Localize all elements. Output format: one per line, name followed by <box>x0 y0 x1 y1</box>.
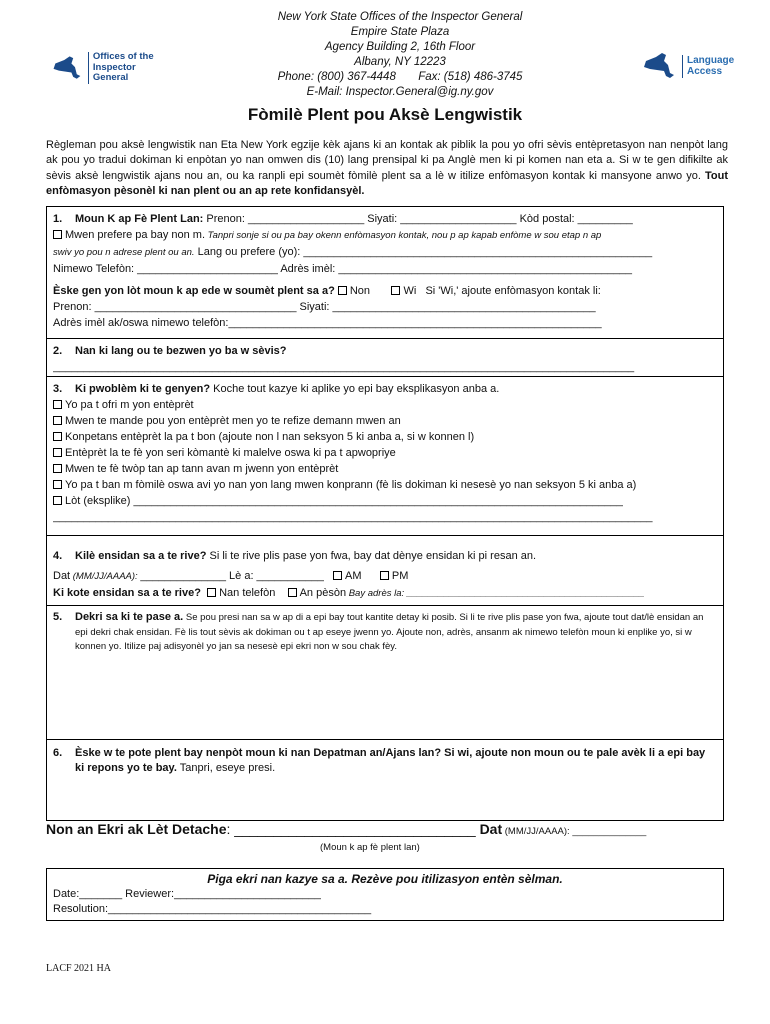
helper-contact-field[interactable]: Adrès imèl ak/oswa nimewo telefòn:_____________________________________________________________ <box>53 317 602 329</box>
problem-other-field[interactable]: Lòt (eksplike) ________________________________________________________________________________ <box>65 495 623 507</box>
problem-option: Yo pa t ofri m yon entèprèt <box>65 399 194 411</box>
am-label: AM <box>345 570 362 582</box>
section-number: 1. <box>53 213 63 225</box>
complainant-name-zip-fields[interactable]: Prenon: ___________________ Siyati: ___________________ Kòd postal: _________ <box>203 213 633 225</box>
problem-checkbox[interactable] <box>53 432 62 441</box>
problem-checkbox[interactable] <box>53 400 62 409</box>
describe-text: Se pou presi nan sa w ap di a epi bay tout kantite detay ki posib. Si li te rive plis pase yon fwa, ajoute tout dat/lè ensidan an epi dekri chak ensidan. Fè lis tout sèvis ak dokiman ou t ap eseye jwenn yo. Ajoute non, adrès, ansanm ak nimewo telefòn moun ki enplike yo, si w konnen yo. Itilize paj adisyonèl yo jan sa nesesè epi ekri non w sou chak fèy. <box>75 612 704 652</box>
section-number: 3. <box>53 383 63 395</box>
prior-complaint-label: Èske w te pote plent bay nenpòt moun ki nan Depatman an/Ajans lan? Si wi, ajoute non moun ou te pale avèk li a epi bay ki repons yo te bay. <box>75 747 706 775</box>
problem-other-checkbox[interactable] <box>53 496 62 505</box>
agency-address-block <box>200 10 600 100</box>
preferred-language-field[interactable]: Lang ou prefere (yo): _________________________________________________________ <box>194 246 653 258</box>
problem-option: Konpetans entèprèt la pa t bon (ajoute non l nan seksyon 5 ki anba a, si w konnen l) <box>65 431 475 443</box>
la-logo-line2: Access <box>687 66 723 77</box>
problem-option: Entèprèt la te fè yon seri kòmantè ki malelve oswa ki pa t apwopriye <box>65 447 396 459</box>
office-resolution[interactable]: Resolution:___________________________________________ <box>53 903 372 915</box>
oig-logo-line2: Inspector General <box>92 61 136 84</box>
in-person-checkbox[interactable] <box>288 588 297 597</box>
when-question: Kilè ensidan sa a te rive? <box>75 550 207 562</box>
oig-logo <box>50 52 165 84</box>
anonymous-checkbox[interactable] <box>53 230 62 239</box>
where-question: Ki kote ensidan sa a te rive? <box>53 587 201 599</box>
helper-no-label: Non <box>349 285 371 297</box>
language-access-logo-text <box>682 55 734 78</box>
incident-time-field[interactable]: Lè a: ___________ <box>225 570 324 582</box>
when-hint: Si li te rive plis pase yon fwa, bay dat dènye ensidan ki pi resan an. <box>206 550 537 562</box>
problem-checkbox[interactable] <box>53 480 62 489</box>
prior-complaint-question <box>75 746 715 777</box>
helper-yes-note: Si 'Wi,' ajoute enfòmasyon kontak li: <box>425 285 601 297</box>
describe-instructions <box>75 610 705 653</box>
helper-no-checkbox[interactable] <box>338 286 347 295</box>
phone-email-fields[interactable]: Nimewo Telefòn: _______________________ Adrès imèl: ________________________________________________ <box>53 263 633 275</box>
phone-checkbox[interactable] <box>207 588 216 597</box>
problem-option: Yo pa t ban m fòmilè oswa avi yo nan yon lang mwen konprann (fè lis dokiman ki nesesè yo nan seksyon 5 ki anba a) <box>65 479 637 491</box>
problem-option: Mwen te mande pou yon entèprèt men yo te refize demann mwen an <box>65 415 401 427</box>
printed-name-caption: (Moun k ap fè plent lan) <box>320 842 420 853</box>
header-line: New York State Offices of the Inspector General <box>277 11 523 23</box>
signature-date-field[interactable]: ______________ <box>572 826 647 837</box>
complainant-label: Moun K ap Fè Plent Lan: <box>75 213 204 225</box>
anonymous-note: Tanpri sonje si ou pa bay okenn enfòmasyon kontak, nou p ap kapab enfòme w sou etap n ap <box>205 230 602 241</box>
pm-checkbox[interactable] <box>380 571 389 580</box>
office-date-reviewer[interactable]: Date:_______ Reviewer:________________________ <box>53 888 321 900</box>
anonymous-label: Mwen prefere pa bay non m. <box>65 229 206 241</box>
helper-yes-checkbox[interactable] <box>391 286 400 295</box>
incident-date-field[interactable]: ______________ <box>140 570 226 582</box>
printed-name-field[interactable]: : _______________________________ <box>226 821 480 837</box>
in-person-label: An pèsòn <box>299 587 347 599</box>
section-number: 2. <box>53 345 63 357</box>
la-logo-line1: Language <box>687 54 735 66</box>
problem-checkbox[interactable] <box>53 448 62 457</box>
anonymous-note-2: swiv yo pou n adrese plent ou an. <box>53 247 195 258</box>
problem-explanation-line[interactable]: __________________________________________________________________________________________________ <box>53 511 653 523</box>
prior-complaint-hint: Tanpri, eseye presi. <box>176 762 276 775</box>
header-line: Albany, NY 12223 <box>354 55 446 68</box>
date-format: (MM/JJ/AAAA): <box>70 571 141 582</box>
helper-yes-label: Wi <box>403 285 417 297</box>
section-1-complainant <box>47 207 723 339</box>
office-use-box <box>46 868 724 921</box>
form-title: Fòmilè Plent pou Aksè Lengwistik <box>247 105 523 124</box>
problem-question: Ki pwoblèm ki te genyen? <box>75 383 211 395</box>
problem-checkbox[interactable] <box>53 416 62 425</box>
am-checkbox[interactable] <box>333 571 342 580</box>
language-question: Nan ki lang ou te bezwen yo ba w sèvis? <box>75 345 287 357</box>
printed-name-label: Non an Ekri ak Lèt Detache <box>46 821 227 837</box>
language-answer-line[interactable]: _______________________________________________________________________________________________ <box>53 361 635 373</box>
oig-logo-line1: Offices of the <box>92 50 154 62</box>
incident-date-label: Dat <box>53 570 71 582</box>
intro-paragraph <box>46 138 728 200</box>
signature-date-format: (MM/JJ/AAAA): <box>502 826 573 837</box>
helper-question: Èske gen yon lòt moun k ap ede w soumèt plent sa a? <box>53 285 335 297</box>
section-number: 4. <box>53 550 63 562</box>
header-phone-fax: Phone: (800) 367-4448 Fax: (518) 486-3745 <box>277 70 523 83</box>
section-2-language <box>47 339 723 377</box>
section-number: 5. <box>53 611 63 623</box>
section-3-problem <box>47 377 723 536</box>
address-field[interactable]: Bay adrès la: _____________________________________________ <box>346 588 645 599</box>
printed-name-row <box>46 820 724 839</box>
phone-option-label: Nan telefòn <box>219 587 276 599</box>
intro-confidential: Tout enfòmasyon pèsonèl ki nan plent ou an ap rete konfidansyèl. <box>46 169 728 198</box>
header-email[interactable]: E-Mail: Inspector.General@ig.ny.gov <box>306 85 494 98</box>
form-code: LACF 2021 HA <box>46 963 112 974</box>
problem-checkbox[interactable] <box>53 464 62 473</box>
describe-label: Dekri sa ki te pase a. <box>75 611 184 623</box>
header-line: Empire State Plaza <box>350 25 450 38</box>
section-5-describe[interactable] <box>47 606 723 740</box>
language-access-logo <box>640 50 755 82</box>
office-use-heading: Piga ekri nan kazye sa a. Rezève pou itilizasyon entèn sèlman. <box>207 872 563 886</box>
complaint-form-box <box>46 206 724 821</box>
section-number: 6. <box>53 747 63 759</box>
problem-option: Mwen te fè twòp tan ap tann avan m jwenn yon entèprèt <box>65 463 339 475</box>
intro-text: Règleman pou aksè lengwistik nan Eta New York egzije kèk ajans ki an kontak ak piblik la pou yo ofri sèvis entèpretasyon nan nenpòt lang ak pou yo tradui dokiman ki enpòtan yo nan omwen dis (10) lang prensipal ki pa Anglè men ki pi komen nan eta a. Si w te gen difikilte ak sèvis aksè lengwistik ajans nou an, ou ka ranpli epi soumèt fòmilè plent sa a lè w itilize enfòmasyon kontak ki mansyone anwo yo. <box>46 139 728 182</box>
section-6-prior-complaint[interactable] <box>47 740 723 820</box>
ny-state-map-icon <box>640 51 678 81</box>
problem-hint: Koche tout kazye ki aplike yo epi bay eksplikasyon anba a. <box>210 383 500 395</box>
helper-name-fields[interactable]: Prenon: _________________________________ Siyati: ___________________________________________ <box>53 301 596 313</box>
pm-label: PM <box>391 570 409 582</box>
section-4-when <box>47 536 723 606</box>
ny-state-map-icon <box>50 53 84 83</box>
signature-date-label: Dat <box>479 821 503 837</box>
header-line: Agency Building 2, 16th Floor <box>324 40 476 53</box>
oig-logo-text <box>88 52 165 85</box>
